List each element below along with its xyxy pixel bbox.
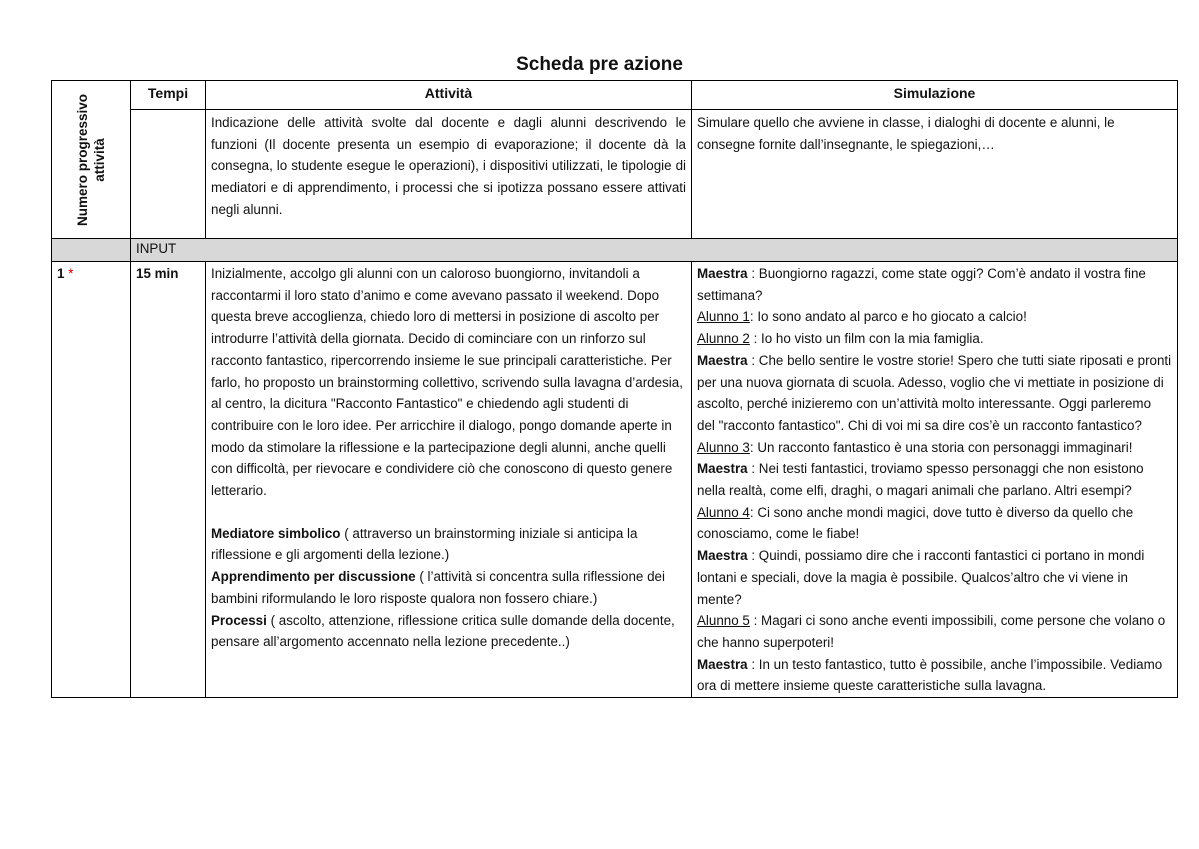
activity-number-cell	[52, 262, 131, 698]
dialogue-text: : Un racconto fantastico è una storia con personaggi immaginari!	[749, 439, 1133, 455]
activity-spacer	[211, 502, 686, 523]
student-speaker: Alunno 5	[697, 613, 750, 629]
dialogue-text: : In un testo fantastico, tutto è possibile, anche l’impossibile. Vediamo ora di mettere insieme queste caratteristiche sulla lavagna.	[697, 656, 1163, 694]
simulazione-header: Simulazione	[692, 81, 1178, 110]
attivita-header: Attività	[206, 81, 692, 110]
dialogue-line	[697, 458, 1172, 501]
activity-text: Inizialmente, accolgo gli alunni con un caloroso buongiorno, invitandoli a raccontarmi il loro stato d’animo e come avevano passato il weekend. Dopo questa breve accoglienza, chiedo loro di mettersi in posizione di ascolto per introdurre l’attività della giornata. Decido di cominciare con un rinforzo sul racconto fantastico, ripercorrendo insieme le sue principali caratteristiche. Per farlo, ho proposto un brainstorming collettivo, scrivendo sulla lavagna d’ardesia, al centro, la dicitura "Racconto Fantastico" e chiedendo agli studenti di contribuire con le loro idee. Per arricchire il dialogo, pongo domande aperte in modo da stimolare la riflessione e la partecipazione degli alunni, anche quelli con difficoltà, per rievocare e condividere ciò che conoscono di questo genere letterario.	[211, 266, 683, 499]
mediator-item	[211, 610, 686, 653]
dialogue-text: : Io sono andato al parco e ho giocato a calcio!	[749, 309, 1027, 325]
dialogue-line	[697, 263, 1172, 306]
dialogue-text: : Io ho visto un film con la mia famiglia.	[749, 331, 984, 347]
required-star: *	[68, 266, 74, 281]
dialogue-text: : Nei testi fantastici, troviamo spesso personaggi che non esistono nella realtà, come elfi, draghi, o magari animali che parlano. Altri esempi?	[697, 461, 1144, 499]
student-speaker: Alunno 3	[697, 439, 750, 455]
dialogue-text: : Che bello sentire le vostre storie! Spero che tutti siate riposati e pronti per una nuova giornata di scuola. Adesso, voglio che vi mettiate in posizione di ascolto, perché inizieremo con un’attività molto interessante. Oggi parleremo del "racconto fantastico". Chi di voi mi sa dire cos’è un racconto fantastico?	[697, 352, 1172, 433]
dialogue-line	[697, 350, 1172, 437]
dialogue-line	[697, 502, 1172, 545]
simulation-content	[692, 262, 1178, 698]
teacher-speaker: Maestra	[697, 656, 748, 672]
mediators-list	[211, 523, 686, 653]
dialogue-line	[697, 545, 1172, 610]
mediator-text: ( ascolto, attenzione, riflessione critica sulle domande della docente, pensare all’argomento accennato nella lezione precedente..)	[211, 612, 675, 650]
teacher-speaker: Maestra	[697, 461, 748, 477]
teacher-speaker: Maestra	[697, 266, 748, 281]
dialogue-line	[697, 306, 1172, 328]
student-speaker: Alunno 4	[697, 504, 750, 520]
tempi-header: Tempi	[131, 81, 206, 110]
activity-row	[52, 262, 1178, 698]
dialogue-line	[697, 328, 1172, 350]
scheda-table	[51, 80, 1178, 698]
activity-number: 1	[57, 266, 65, 281]
page-title: Scheda pre azione	[516, 54, 683, 75]
mediator-text: ( l’attività si concentra sulla riflessione dei bambini riformulando le loro risposte qualora non fossero chiare.)	[211, 569, 665, 606]
header-row	[52, 81, 1178, 110]
mediator-label: Processi	[211, 612, 267, 628]
mediator-label: Mediatore simbolico	[211, 525, 341, 541]
numero-header-cell	[52, 81, 131, 239]
simulazione-description: Simulare quello che avviene in classe, i dialoghi di docente e alunni, le consegne fornite dall’insegnante, le spiegazioni,…	[692, 110, 1178, 239]
dialogue-line	[697, 437, 1172, 459]
activity-time: 15 min	[131, 262, 206, 698]
tempi-description-cell	[131, 110, 206, 239]
numero-header: Numero progressivo attività	[75, 93, 107, 226]
teacher-speaker: Maestra	[697, 548, 748, 564]
input-empty-cell	[52, 239, 131, 262]
input-label: INPUT	[131, 239, 1178, 262]
dialogue-text: : Buongiorno ragazzi, come state oggi? Com’è andato il vostra fine settimana?	[697, 266, 1146, 303]
activity-content	[206, 262, 692, 698]
attivita-description: Indicazione delle attività svolte dal docente e dagli alunni descrivendo le funzioni (Il docente presenta un esempio di evaporazione; il docente dà la consegna, lo studente esegue le operazioni), i dispositivi utilizzati, le tipologie di mediatori e di apprendimento, i processi che si ipotizza possano essere attivati negli alunni.	[206, 110, 692, 239]
mediator-text: ( attraverso un brainstorming iniziale si anticipa la riflessione e gli argomenti della lezione.)	[211, 525, 638, 563]
input-row	[52, 239, 1178, 262]
mediator-label: Apprendimento per discussione	[211, 569, 416, 585]
student-speaker: Alunno 1	[697, 309, 750, 325]
teacher-speaker: Maestra	[697, 352, 748, 368]
description-row	[52, 110, 1178, 239]
dialogue-line	[697, 654, 1172, 697]
dialogue-line	[697, 610, 1172, 653]
mediator-item	[211, 566, 686, 609]
mediator-item	[211, 523, 686, 566]
dialogue-text: : Ci sono anche mondi magici, dove tutto è diverso da quello che conosciamo, come le fiabe!	[697, 504, 1134, 542]
dialogue-text: : Magari ci sono anche eventi impossibili, come persone che volano o che hanno superpoteri!	[697, 613, 1166, 650]
student-speaker: Alunno 2	[697, 331, 750, 347]
dialogue-text: : Quindi, possiamo dire che i racconti fantastici ci portano in mondi lontani e speciali, dove la magia è possibile. Qualcos’altro che vi viene in mente?	[697, 548, 1145, 607]
